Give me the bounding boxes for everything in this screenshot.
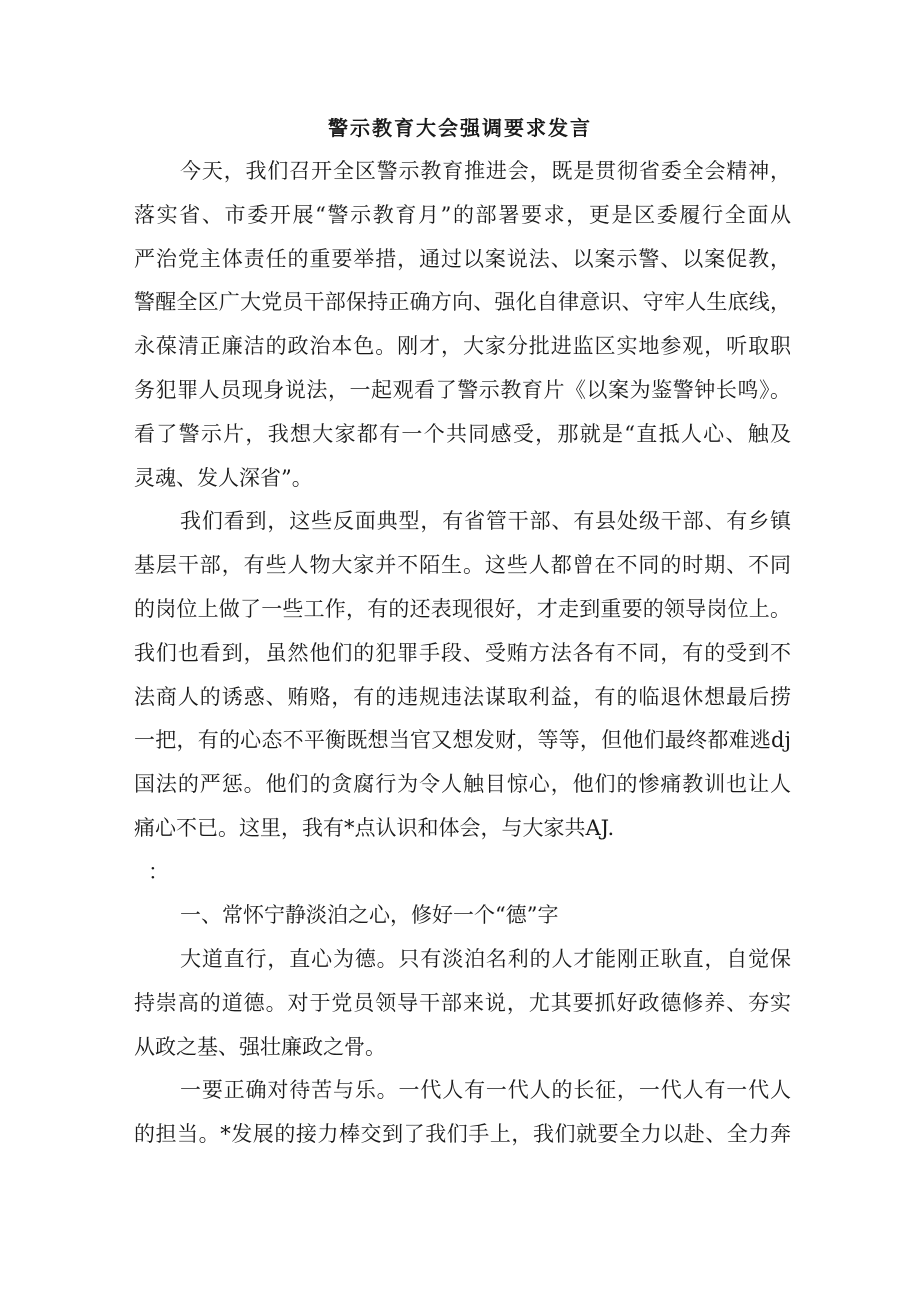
- paragraph-line: 从政之基、强壮廉政之骨。: [134, 1035, 386, 1059]
- paragraph-line: 一把，有的心态不平衡既想当官又想发财，等等，但他们最终都难逃dj: [134, 728, 791, 752]
- paragraph-line: 持崇高的道德。对于党员领导干部来说，尤其要抓好政德修养、夯实: [134, 991, 791, 1015]
- paragraph-line: 灵魂、发人深省”。: [134, 466, 313, 490]
- paragraph-line: 今天，我们召开全区警示教育推进会，既是贯彻省委全会精神，: [180, 159, 791, 183]
- paragraph-line: 国法的严惩。他们的贪腐行为令人触目惊心，他们的惨痛教训也让人: [134, 772, 791, 796]
- paragraph-line: 务犯罪人员现身说法，一起观看了警示教育片《以案为鉴警钟长鸣》。: [134, 378, 791, 402]
- paragraph-line: 落实省、市委开展“警示教育月”的部署要求，更是区委履行全面从: [134, 203, 791, 227]
- stray-colon: ：: [148, 860, 169, 884]
- paragraph-line: 我们也看到，虽然他们的犯罪手段、受贿方法各有不同，有的受到不: [134, 641, 791, 665]
- document-title: 警示教育大会强调要求发言: [328, 116, 592, 140]
- paragraph-line: 的担当。*发展的接力棒交到了我们手上，我们就要全力以赴、全力奔: [134, 1122, 791, 1146]
- paragraph-line: 看了警示片，我想大家都有一个共同感受，那就是“直抵人心、触及: [134, 422, 791, 446]
- paragraph-line: 法商人的诱惑、贿赂，有的违规违法谋取利益，有的临退休想最后捞: [134, 685, 791, 709]
- paragraph-line: 大道直行，直心为德。只有淡泊名利的人才能刚正耿直，自觉保: [180, 947, 791, 971]
- paragraph-line: 严治党主体责任的重要举措，通过以案说法、以案示警、以案促教，: [134, 247, 791, 271]
- paragraph-line: 痛心不已。这里，我有*点认识和体会，与大家共AJ.: [134, 816, 615, 840]
- paragraph-line: 基层干部，有些人物大家并不陌生。这些人都曾在不同的时期、不同: [134, 553, 791, 577]
- paragraph-line: 永葆清正廉洁的政治本色。刚才，大家分批进监区实地参观，听取职: [134, 334, 791, 358]
- paragraph-line: 警醒全区广大党员干部保持正确方向、强化自律意识、守牢人生底线，: [134, 290, 791, 314]
- paragraph-line: 的岗位上做了一些工作，有的还表现很好，才走到重要的领导岗位上。: [134, 597, 791, 621]
- section-heading: 一、常怀宁静淡泊之心，修好一个“德”字: [180, 903, 559, 927]
- paragraph-line: 一要正确对待苦与乐。一代人有一代人的长征，一代人有一代人: [180, 1078, 791, 1102]
- paragraph-line: 我们看到，这些反面典型，有省管干部、有县处级干部、有乡镇: [180, 509, 791, 533]
